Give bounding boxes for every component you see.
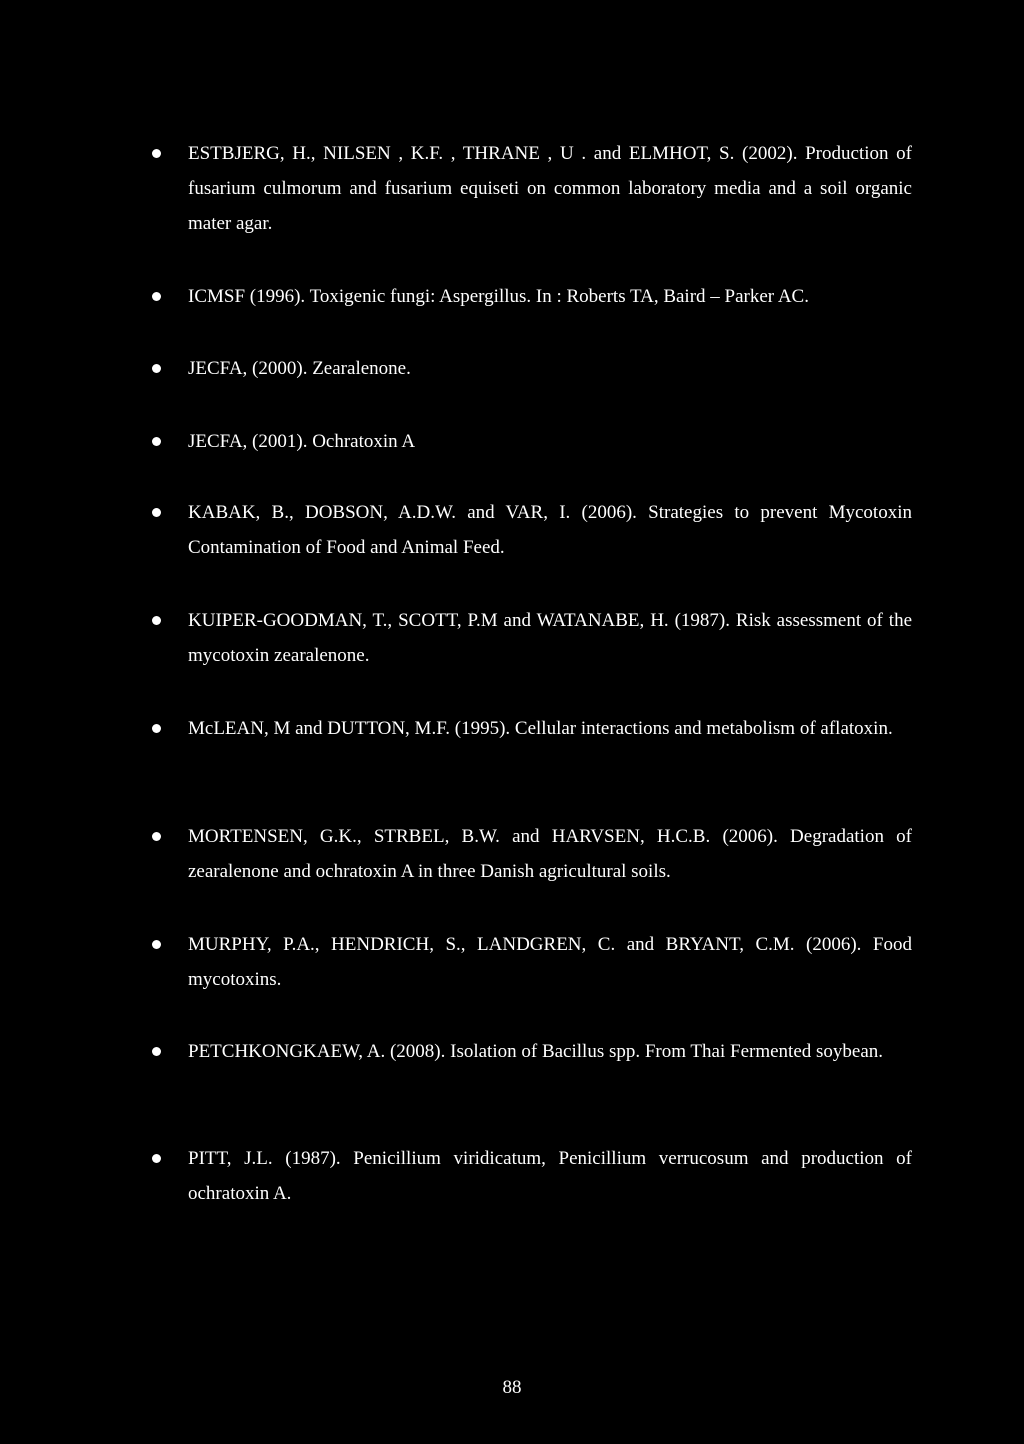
reference-text: JECFA, (2000). Zearalenone.: [188, 358, 411, 379]
bullet-icon: [152, 149, 161, 158]
page-number: 88: [502, 1377, 522, 1398]
bullet-icon: [152, 940, 161, 949]
reference-text: MURPHY, P.A., HENDRICH, S., LANDGREN, C. and BRYANT, C.M. (2006). Food mycotoxins.: [188, 934, 912, 990]
bullet-icon: [152, 1154, 161, 1163]
bullet-icon: [152, 616, 161, 625]
reference-text: ESTBJERG, H., NILSEN , K.F. , THRANE , U . and ELMHOT, S. (2002). Production of fusarium culmorum and fusarium equiseti on common laboratory media and a soil organic mater agar.: [188, 143, 912, 234]
reference-text: JECFA, (2001). Ochratoxin A: [188, 431, 416, 452]
bullet-icon: [152, 832, 161, 841]
reference-text: ICMSF (1996). Toxigenic fungi: Aspergillus. In : Roberts TA, Baird – Parker AC.: [188, 286, 809, 307]
reference-text: PETCHKONGKAEW, A. (2008). Isolation of Bacillus spp. From Thai Fermented soybean.: [188, 1041, 884, 1062]
bullet-icon: [152, 508, 161, 517]
bullet-icon: [152, 364, 161, 373]
bullet-icon: [152, 437, 161, 446]
reference-text: MORTENSEN, G.K., STRBEL, B.W. and HARVSEN, H.C.B. (2006). Degradation of zearalenone and ochratoxin A in three Danish agricultural soils.: [188, 826, 912, 882]
bullet-icon: [152, 292, 161, 301]
reference-text: McLEAN, M and DUTTON, M.F. (1995). Cellular interactions and metabolism of aflatoxin.: [188, 718, 893, 739]
reference-text: KABAK, B., DOBSON, A.D.W. and VAR, I. (2006). Strategies to prevent Mycotoxin Contamination of Food and Animal Feed.: [188, 502, 912, 558]
bullet-icon: [152, 1047, 161, 1056]
reference-text: PITT, J.L. (1987). Penicillium viridicatum, Penicillium verrucosum and production of ochratoxin A.: [188, 1148, 912, 1204]
bullet-icon: [152, 724, 161, 733]
reference-text: KUIPER-GOODMAN, T., SCOTT, P.M and WATANABE, H. (1987). Risk assessment of the mycotoxin zearalenone.: [188, 610, 912, 666]
